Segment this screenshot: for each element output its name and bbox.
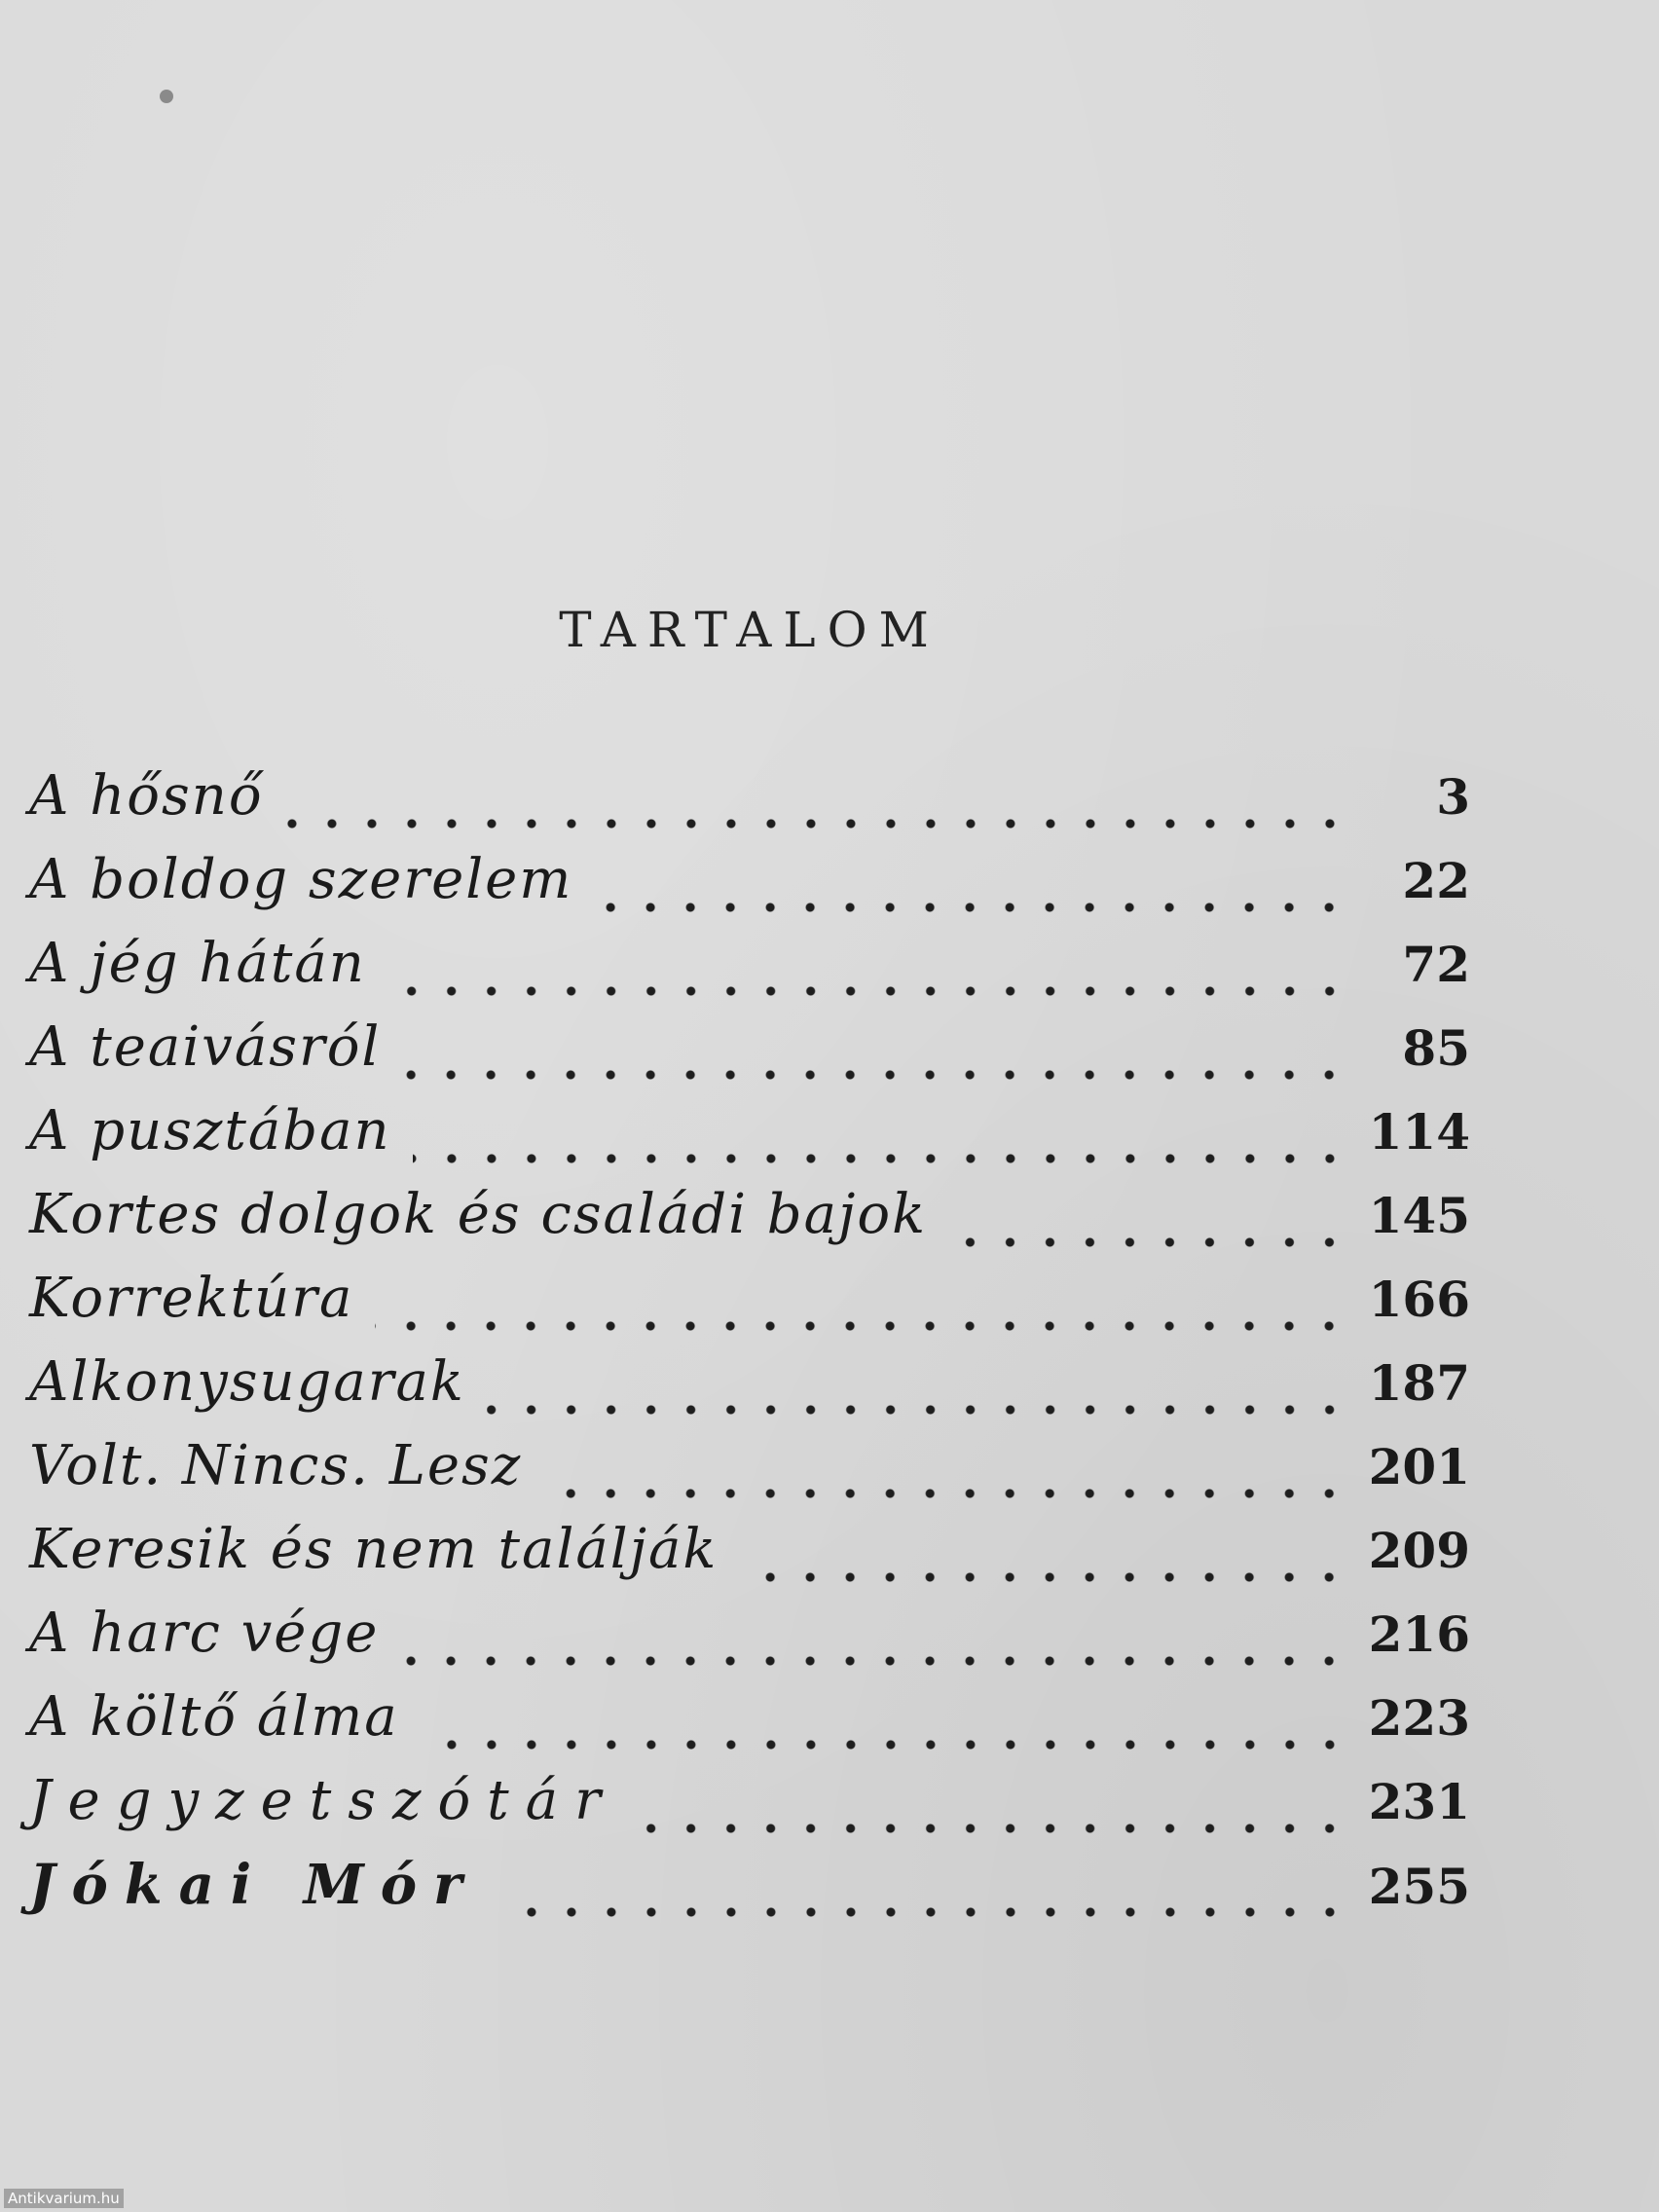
dot-leader (948, 1237, 1349, 1247)
entry-title: Korrektúra (29, 1267, 354, 1330)
entry-page-number: 114 (1368, 1103, 1470, 1161)
dot-leader (739, 1572, 1349, 1582)
toc-entry (29, 764, 1470, 848)
toc-entry (29, 1099, 1470, 1183)
page-title: TARTALOM (559, 602, 940, 658)
entry-title: A jég hátán (29, 932, 366, 995)
dot-leader (594, 903, 1349, 912)
entry-page-number: 22 (1402, 852, 1470, 909)
dot-leader (421, 1740, 1349, 1750)
toc-entry (29, 1267, 1470, 1350)
dot-leader (285, 819, 1349, 829)
entry-title: A boldog szerelem (29, 848, 573, 911)
entry-page-number: 216 (1368, 1605, 1470, 1663)
dot-leader (500, 1907, 1349, 1917)
watermark: Antikvarium.hu (4, 2189, 124, 2208)
entry-page-number: 201 (1368, 1438, 1470, 1495)
dot-leader (387, 986, 1349, 996)
dot-leader (400, 1656, 1349, 1666)
dot-leader (487, 1405, 1349, 1415)
entry-page-number: 209 (1368, 1522, 1470, 1579)
entry-title: Alkonysugarak (29, 1350, 465, 1414)
dot-leader (639, 1824, 1349, 1833)
entry-title: Jókai Mór (29, 1853, 479, 1917)
entry-page-number: 72 (1402, 936, 1470, 993)
table-of-contents (29, 764, 1470, 1936)
entry-title: Kortes dolgok és családi bajok (29, 1183, 928, 1246)
dot-leader (402, 1070, 1349, 1080)
entry-page-number: 85 (1402, 1019, 1470, 1077)
toc-entry (29, 1183, 1470, 1267)
entry-page-number: 187 (1368, 1354, 1470, 1412)
entry-page-number: 231 (1368, 1773, 1470, 1830)
entry-title: A hősnő (29, 764, 264, 828)
toc-entry (29, 1685, 1470, 1769)
toc-entry (29, 1769, 1470, 1853)
dot-leader (543, 1489, 1349, 1498)
entry-page-number: 145 (1368, 1187, 1470, 1244)
entry-title: Keresik és nem találják (29, 1518, 719, 1581)
toc-entry (29, 1518, 1470, 1602)
entry-title: Volt. Nincs. Lesz (29, 1434, 523, 1497)
toc-entry (29, 1853, 1470, 1936)
dot-leader (413, 1154, 1349, 1163)
toc-entry (29, 1350, 1470, 1434)
paper-speck (160, 90, 173, 103)
entry-title: Jegyzetszótár (29, 1769, 617, 1832)
toc-entry (29, 1015, 1470, 1099)
toc-entry (29, 848, 1470, 932)
entry-title: A pusztában (29, 1099, 391, 1162)
entry-page-number: 166 (1368, 1271, 1470, 1328)
entry-title: A harc vége (29, 1602, 380, 1665)
entry-title: A költő álma (29, 1685, 399, 1749)
toc-entry (29, 932, 1470, 1015)
toc-entry (29, 1602, 1470, 1685)
entry-page-number: 223 (1368, 1689, 1470, 1747)
toc-entry (29, 1434, 1470, 1518)
dot-leader (375, 1321, 1349, 1331)
entry-page-number: 255 (1368, 1858, 1470, 1915)
entry-title: A teaivásról (29, 1015, 382, 1079)
entry-page-number: 3 (1436, 768, 1470, 826)
